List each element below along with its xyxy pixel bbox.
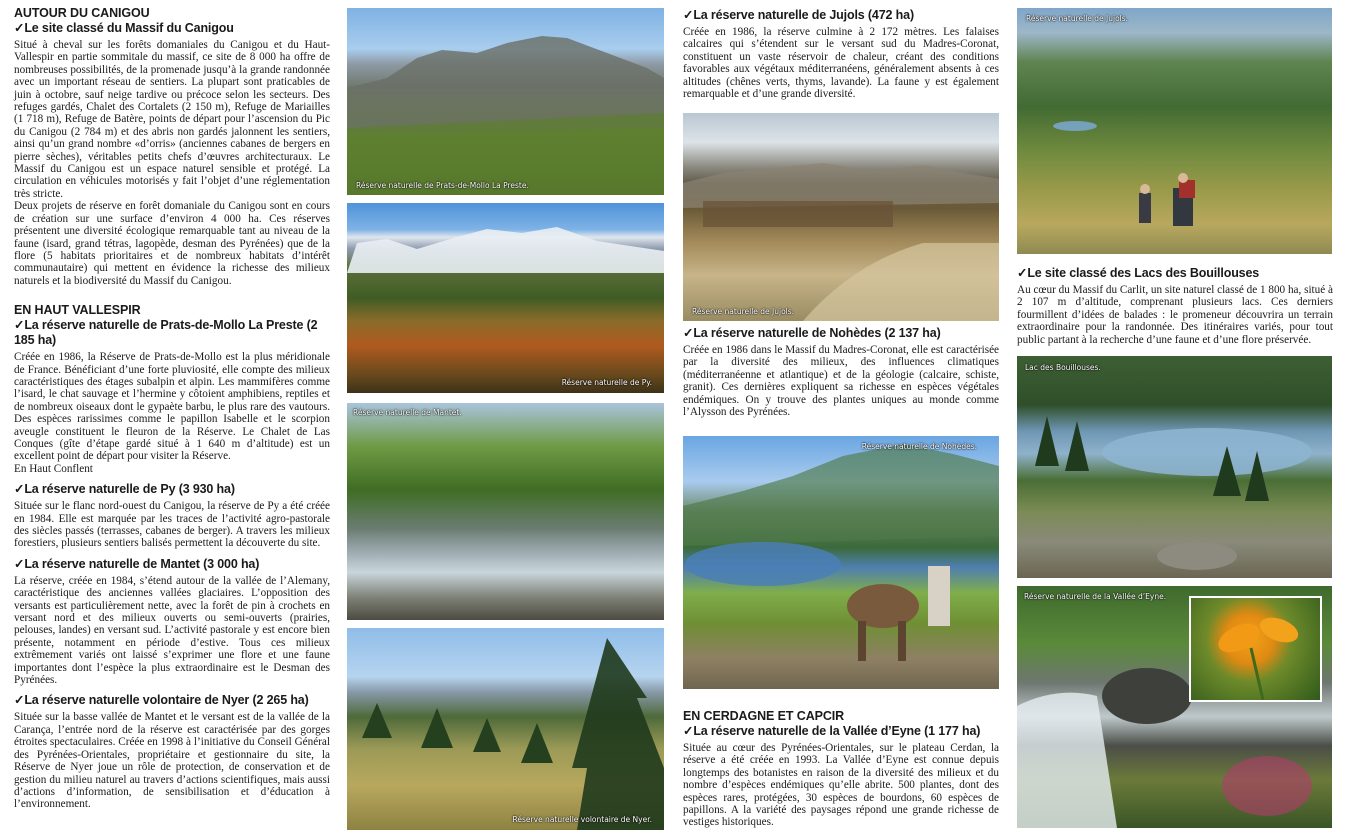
caption-prats-de-mollo: Réserve naturelle de Prats-de-Mollo La Preste. — [356, 181, 529, 190]
text-block-nohedes — [683, 326, 999, 418]
mountain-silhouette — [347, 203, 664, 393]
caption-mantet: Réserve naturelle de Mantet. — [353, 408, 462, 417]
photo-jujols — [683, 113, 999, 321]
heading-reserve-py: ✓La réserve naturelle de Py (3 930 ha) — [14, 482, 235, 497]
photo-prats-de-mollo — [347, 8, 664, 195]
photo-jujols-hikers — [1017, 8, 1332, 254]
paragraph-canigou-2: Deux projets de réserve en forêt domaniale du Canigou sont en cours de création sur une surface d’environ 4 000 ha. Ces réserves présentent une diversité écologique remarquable tant au niveau de la faune (isard, grand tétras, lagopède, desman des Pyrénées) que de la flore (5 habitats prioritaires et de nombreux habitats d’intérêt communautaire) qui mettent en évidence la richesse des milieux naturels et la biodiversité du Massif du Canigou. — [14, 200, 330, 287]
section-heading-canigou: AUTOUR DU CANIGOU — [14, 6, 150, 20]
paragraph-vallee-eyne: Située au cœur des Pyrénées-Orientales, sur le plateau Cerdan, la réserve a été créée en 1993. La Vallée d’Eyne est connue depuis longtemps des botanistes en raison de la diversité des milieux et du nombre d’espèces endémiques qu’elle abrite. 500 plantes, dont des espèces rares, protégées, 30 espèces de bourdons, 60 espèces de papillons. A la variété des paysages répond une grande richesse de vestiges historiques. — [683, 742, 999, 829]
hikers-silhouette — [1017, 8, 1332, 254]
photo-vallee-eyne — [1017, 586, 1332, 828]
photo-lac-bouillouses — [1017, 356, 1332, 578]
caption-jujols: Réserve naturelle de Jujols. — [692, 307, 795, 316]
caption-jujols-top: Réserve naturelle de Jujols. — [1026, 14, 1129, 23]
heading-reserve-nohedes: ✓La réserve naturelle de Nohèdes (2 137 ha) — [683, 326, 941, 340]
photo-nyer — [347, 628, 664, 830]
paragraph-bouillouses: Au cœur du Massif du Carlit, un site naturel classé de 1 800 ha, situé à 2 107 m d’altitude, comprenant plusieurs lacs. Ces derniers fourmillent d’idées de balades : le promeneur découvrira un terrain extraordinaire pour la randonnée. Des itinéraires variés, pour tout public partant à la recherche d’une faune et d’une flore préservée. — [1017, 284, 1333, 346]
section-heading-cerdagne-capcir: EN CERDAGNE ET CAPCIR — [683, 709, 845, 723]
photo-nohedes — [683, 436, 999, 689]
heading-reserve-vallee-eyne: ✓La réserve naturelle de la Vallée d’Eyne (1 177 ha) — [683, 724, 981, 738]
caption-py: Réserve naturelle de Py. — [561, 378, 652, 387]
section-heading-vallespir: EN HAUT VALLESPIR — [14, 303, 141, 318]
heading-site-bouillouses: ✓Le site classé des Lacs des Bouillouses — [1017, 266, 1260, 280]
village-silhouette — [683, 113, 999, 321]
lily-flower-icon — [1191, 598, 1320, 700]
text-block-bouillouses — [1017, 266, 1333, 346]
paragraph-py: Située sur le flanc nord-ouest du Canigou, la réserve de Py a été créée en 1984. Elle est marquée par les traces de l’activité agro-pastorale des siècles passés (terrasses, cabanes de berger). A travers les milieux forestiers, plusieurs sentiers balisés permettent la découverte du site. — [14, 500, 330, 550]
heading-reserve-jujols: ✓La réserve naturelle de Jujols (472 ha) — [683, 8, 914, 22]
lake-and-donkey — [683, 436, 999, 689]
caption-bouillouses: Lac des Bouillouses. — [1025, 363, 1101, 372]
lake-forest — [1017, 356, 1332, 578]
paragraph-jujols: Créée en 1986, la réserve culmine à 2 172 mètres. Les falaises calcaires qui s’étendent sur le versant sud du Madres-Coronat, constituent un vaste réservoir de chaleur, créant des conditions favorables aux végétaux méditerranéens, généralement absents à ces altitudes (chênes verts, thyms, lavande). La faune y est également remarquable et d’une grande diversité. — [683, 26, 999, 101]
text-block-cerdagne — [683, 709, 999, 829]
paragraph-mantet: La réserve, créée en 1984, s’étend autour de la vallée de l’Alemany, caractéristique des anciennes vallées glaciaires. L’opposition des versants est particulièrement nette, avec la forêt de pin à crochets en versant nord et des milieux ouverts ou semi-ouverts (prairies, pelouses, landes) en versant sud. L’activité pastorale y est encore bien présente, notamment en période d’estive. Tous ces milieux extrêmement variés ont laissé s’exprimer une flore et une faune importantes dont l’espèce la plus extraordinaire est le Desman des Pyrénées. — [14, 574, 330, 687]
caption-nyer: Réserve naturelle volontaire de Nyer. — [512, 815, 652, 824]
paragraph-prats-de-mollo: Créée en 1986, la Réserve de Prats-de-Mollo est la plus méridionale de France. Bénéficiant d’une forte pluviosité, elle compte des milieux caractéristiques des étages subalpin et alpin. Les mammifères comme l’isard, le chat sauvage et l’hermine y côtoient amphibiens, reptiles et de nombreux oiseaux dont le gypaète barbu, le plus rare des vautours. Des espèces rarissimes comme le papillon Isabelle et le scorpion aveugle constituent le fleuron de la Réserve. Le Chalet de Las Conques (gîte d’étape gardé situé à 1 640 m d’altitude) est un excellent point de départ pour visiter la Réserve. — [14, 351, 330, 463]
heading-reserve-nyer: ✓La réserve naturelle volontaire de Nyer (2 265 ha) — [14, 693, 309, 708]
heading-reserve-prats-de-mollo: ✓La réserve naturelle de Prats-de-Mollo La Preste (2 185 ha) — [14, 318, 318, 348]
inset-lily-flower — [1189, 596, 1322, 702]
tree-silhouettes — [347, 628, 664, 830]
caption-nohedes: Réserve naturelle de Nohèdes. — [861, 442, 977, 451]
paragraph-nohedes: Créée en 1986 dans le Massif du Madres-Coronat, elle est caractérisée par la diversité des milieux, des influences climatiques (méditerranéenne et atlantique) et de la géologie (calcaire, schiste, granit). Ces dernières expliquent sa richesse en espèces végétales endémiques. On y trouve des plantes uniques au monde comme l’Alysson des Pyrénées. — [683, 344, 999, 419]
text-column-left — [14, 6, 330, 811]
text-block-jujols — [683, 8, 999, 100]
paragraph-nyer: Située sur la basse vallée de Mantet et le versant est de la vallée de la Carança, l’entrée nord de la réserve est caractérisée par des gorges étroites spectaculaires. Créée en 1998 à l’initiative du Conseil Général des Pyrénées-Orientales, propriétaire et gestionnaire du site, la Réserve de Nyer joue un rôle de protection, de conservation et de gestion du milieu naturel au travers d’actions scientifiques, mais aussi d’actions d’information, de sensibilisation et d’éducation à l’environnement. — [14, 711, 330, 811]
heading-reserve-mantet: ✓La réserve naturelle de Mantet (3 000 ha) — [14, 556, 260, 571]
mountain-silhouette — [347, 8, 664, 195]
caption-vallee-eyne: Réserve naturelle de la Vallée d’Eyne. — [1024, 592, 1167, 601]
photo-py — [347, 203, 664, 393]
label-haut-conflent: En Haut Conflent — [14, 462, 93, 475]
heading-site-canigou: ✓Le site classé du Massif du Canigou — [14, 21, 234, 35]
paragraph-canigou-1: Situé à cheval sur les forêts domaniales du Canigou et du Haut-Vallespir en partie sommitale du massif, ce site de 8 000 ha offre de nombreuses possibilités, de la promenade jusqu’à la grande randonnée avec un important réseau de sentiers. La plupart sont praticables de juin à octobre, sauf neige tardive ou précoce selon les secteurs. Des refuges gardés, Chalet des Cortalets (2 150 m), Refuge de Mariailles (1 718 m), Refuge de Batère, points de départ pour l’ascension du Pic du Canigou (2 784 m) et des abris non gardés jalonnent les sentiers, ainsi qu’un grand nombre «d’orris» (anciennes cabanes de bergers en pierre sèches), véritables petits chefs d’œuvres architecturaux. Le Massif du Canigou est un espace naturel sensible et protégé. La circulation en véhicules motorisés y fait l’objet d’une réglementation très stricte. — [14, 39, 330, 200]
photo-mantet — [347, 403, 664, 620]
